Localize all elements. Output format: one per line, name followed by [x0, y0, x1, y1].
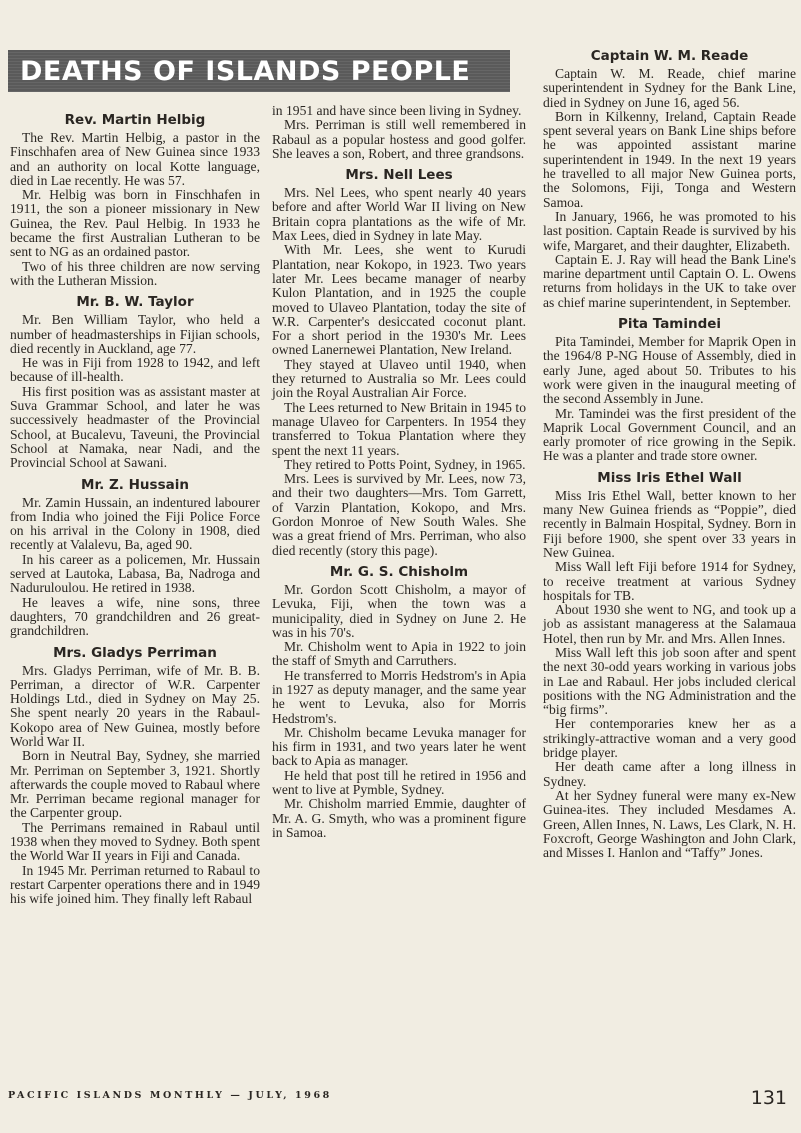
article-paragraph: Two of his three children are now serving with the Lutheran Mission. — [10, 258, 260, 288]
banner-title: DEATHS OF ISLANDS PEOPLE — [20, 55, 471, 87]
article-paragraph: Miss Iris Ethel Wall, better known to her many New Guinea friends as “Poppie”, died recently in Balmain Hospital, Sydney. Born in Fiji before 1900, she spent over 33 years in New Guinea. — [543, 487, 796, 560]
article-paragraph: His first position was as assistant master at Suva Grammar School, and later he was successively headmaster of the Provincial School, at Bucalevu, Taveuni, the Provincial School at Namaka, near Nadi, and the Provincial School at Sawani. — [10, 383, 260, 471]
article-paragraph: Born in Neutral Bay, Sydney, she married Mr. Perriman on September 3, 1921. Shortly afterwards the couple moved to Rabaul where Mr. Perriman became regional manager for the Carpenter group. — [10, 748, 260, 821]
column-3 — [543, 44, 796, 866]
obituary-article — [272, 564, 526, 840]
article-paragraph: At her Sydney funeral were many ex-New Guinea-ites. They included Mesdames A. Green, Allen Innes, N. Laws, Les Clark, N. H. Foxcroft, George Washington and John Clark, and Misses I. Hanlon and “Taffy” Jones. — [543, 787, 796, 861]
article-paragraph: Mr. Ben William Taylor, who held a number of headmasterships in Fijian schools, died recently in Auckland, age 77. — [10, 312, 260, 356]
obituary-article — [10, 477, 260, 639]
article-paragraph: They stayed at Ulaveo until 1940, when they returned to Australia so Mr. Lees could join the Royal Australian Air Force. — [272, 356, 526, 401]
article-paragraph: Mr. Chisholm went to Apia in 1922 to join the staff of Smyth and Carruthers. — [272, 639, 526, 669]
obituary-article — [272, 167, 526, 558]
column-2 — [272, 104, 526, 846]
page-number: 131 — [750, 1087, 787, 1109]
article-heading: Rev. Martin Helbig — [64, 112, 206, 128]
obituary-article — [543, 48, 796, 310]
article-paragraph: Mr. Chisholm became Levuka manager for his firm in 1931, and two years later he went back to Apia as manager. — [272, 724, 526, 769]
article-heading: Mr. Z. Hussain — [81, 476, 189, 493]
article-heading: Mr. G. S. Chisholm — [329, 563, 469, 580]
obituary-article — [10, 294, 260, 470]
article-paragraph: Pita Tamindei, Member for Maprik Open in the 1964/8 P-NG House of Assembly, died in early June, aged about 50. Tributes to his work were given in the inaugural meeting of the second Assembly in June. — [543, 334, 796, 407]
article-paragraph: In his career as a policemen, Mr. Hussain served at Lautoka, Labasa, Ba, Nadroga and Naduruloulou. He retired in 1938. — [10, 551, 260, 596]
article-heading: Mr. B. W. Taylor — [76, 294, 194, 311]
article-paragraph: In January, 1966, he was promoted to his last position. Captain Reade is survived by his wife, Margaret, and their daughter, Elizabeth. — [543, 208, 796, 253]
article-paragraph: With Mr. Lees, she went to Kurudi Plantation, near Kokopo, in 1923. Two years later Mr. Lees became manager of nearby Kulon Plantation, and in 1925 the couple moved to Ulaveo Plantation, today the site of W.R. Carpenter's desiccated coconut plant. For a short period in the 1930's Mr. Lees owned Lanernewei Plantation, New Ireland. — [272, 242, 526, 358]
obituary-article — [543, 470, 796, 861]
article-paragraph: Her contemporaries knew her as a strikingly-attractive woman and a very good bridge player. — [543, 716, 796, 761]
article-paragraph: They retired to Potts Point, Sydney, in 1965. — [284, 456, 526, 472]
article-paragraph: Mr. Tamindei was the first president of the Maprik Local Government Council, and an early promoter of rice growing in the Sepik. He was a planter and trade store owner. — [543, 405, 796, 464]
article-paragraph: The Perrimans remained in Rabaul until 1938 when they moved to Sydney. Both spent the World War II years in Fiji and Canada. — [10, 819, 260, 864]
section-banner — [8, 50, 510, 92]
article-paragraph: Mr. Gordon Scott Chisholm, a mayor of Levuka, Fiji, when the town was a municipality, died in Sydney on June 2. He was in his 70's. — [272, 581, 526, 640]
article-paragraph: Her death came after a long illness in Sydney. — [543, 759, 796, 789]
article-paragraph: Mrs. Lees is survived by Mr. Lees, now 73, and their two daughters—Mrs. Tom Garrett, of Varzin Plantation, Kokopo, and Mrs. Gordon Monroe of New South Wales. She was a great friend of Mrs. Perriman, who also died recently (story this page). — [272, 471, 526, 558]
article-paragraph: The Lees returned to New Britain in 1945 to manage Ulaveo for Carpenters. In 1954 they transferred to Tokua Plantation where they spent the next 11 years. — [272, 399, 526, 458]
article-paragraph: He held that post till he retired in 1956 and went to live at Pymble, Sydney. — [272, 767, 526, 798]
article-paragraph: The Rev. Martin Helbig, a pastor in the Finschhafen area of New Guinea since 1933 and an authority on local Kotte language, died in Lae recently. He was 57. — [10, 130, 260, 188]
article-paragraph: In 1945 Mr. Perriman returned to Rabaul to restart Carpenter operations there and in 1949 his wife joined him. They finally left Rabaul — [10, 862, 260, 907]
article-paragraph: He transferred to Morris Hedstrom's in Apia in 1927 as deputy manager, and the same year he went to Levuka, also for Morris Hedstrom's. — [272, 667, 526, 726]
article-paragraph: He was in Fiji from 1928 to 1942, and left because of ill-health. — [10, 355, 260, 385]
obituary-article — [272, 104, 526, 161]
article-paragraph: Mrs. Perriman is still well remembered in Rabaul as a popular hostess and good golfer. She leaves a son, Robert, and three grandsons. — [272, 117, 526, 161]
article-heading: Miss Iris Ethel Wall — [597, 469, 742, 486]
article-paragraph: Miss Wall left Fiji before 1914 for Sydney, to receive treatment at various Sydney hospitals for TB. — [543, 559, 796, 603]
article-paragraph: He leaves a wife, nine sons, three daughters, 70 grandchildren and 26 great-grandchildren. — [10, 594, 260, 639]
article-heading: Mrs. Gladys Perriman — [53, 644, 217, 661]
obituary-article — [10, 645, 260, 907]
article-paragraph: Miss Wall left this job soon after and spent the next 30-odd years working in various jobs in Lae and Rabaul. Her jobs included clerical positions with the NG Administration and the “big firms”. — [543, 644, 796, 718]
article-paragraph: Captain W. M. Reade, chief marine superintendent in Sydney for the Bank Line, died in Sydney on June 16, aged 56. — [543, 66, 796, 110]
obituary-article — [543, 316, 796, 464]
article-paragraph: Mr. Chisholm married Emmie, daughter of Mr. A. G. Smyth, who was a prominent figure in Samoa. — [272, 796, 526, 840]
article-paragraph: in 1951 and have since been living in Sydney. — [272, 103, 522, 118]
article-paragraph: Mr. Zamin Hussain, an indentured labourer from India who joined the Fiji Police Force on his arrival in the Colony in 1908, died recently at Valalevu, Ba, aged 90. — [10, 494, 260, 553]
obituary-article — [10, 112, 260, 288]
article-paragraph: Born in Kilkenny, Ireland, Captain Reade spent several years on Bank Line ships before he was appointed assistant marine superintendent in 1949. In the next 19 years he travelled to all major New Guinea ports, the Solomons, Fiji, Tonga and Western Samoa. — [543, 108, 796, 210]
article-heading: Pita Tamindei — [617, 316, 722, 333]
article-paragraph: Mrs. Nel Lees, who spent nearly 40 years before and after World War II living on New Britain copra plantations as the wife of Mr. Max Lees, died in Sydney in late May. — [272, 185, 526, 244]
article-paragraph: About 1930 she went to NG, and took up a job as assistant manageress at the Salamaua Hotel, then run by Mr. and Mrs. Allen Innes. — [543, 602, 796, 646]
article-paragraph: Mr. Helbig was born in Finschhafen in 1911, the son a pioneer missionary in New Guinea, the Rev. Paul Helbig. In 1933 he became the first Australian Lutheran to be sent to NG as an ordained pastor. — [10, 187, 260, 260]
article-paragraph: Mrs. Gladys Perriman, wife of Mr. B. B. Perriman, a director of W.R. Carpenter Holdings Ltd., died in Sydney on May 25. She spent nearly 20 years in the Rabaul-Kokopo area of New Guinea, mostly before World War II. — [10, 662, 260, 749]
column-1 — [10, 108, 260, 913]
article-paragraph: Captain E. J. Ray will head the Bank Line's marine department until Captain O. L. Owens returns from holidays in the UK to take over as chief marine superintendent, in September. — [543, 251, 796, 310]
article-heading: Mrs. Nell Lees — [345, 167, 453, 184]
footer-publication: PACIFIC ISLANDS MONTHLY — JULY, 1968 — [8, 1090, 332, 1101]
article-heading: Captain W. M. Reade — [590, 48, 749, 64]
